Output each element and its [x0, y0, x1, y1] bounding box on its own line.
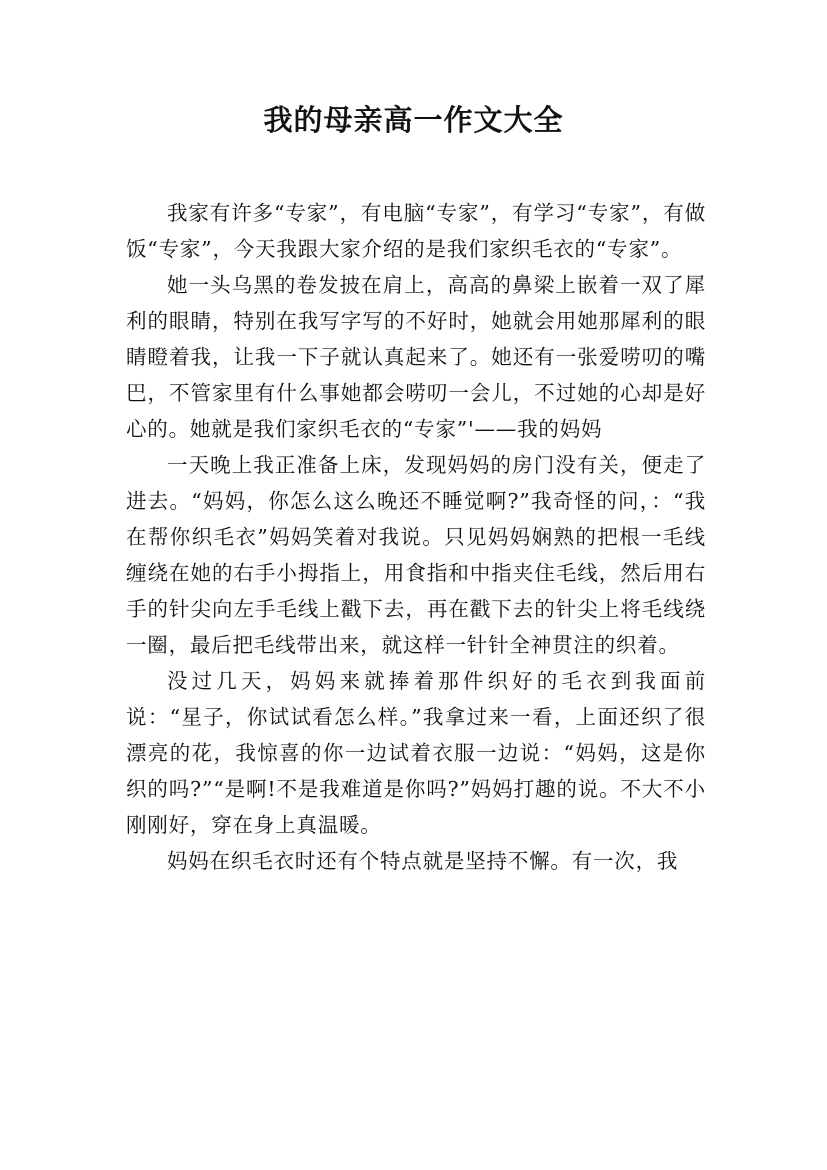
- paragraph-5: 妈妈在织毛衣时还有个特点就是坚持不懈。有一次，我: [167, 849, 679, 873]
- document-body: [126, 195, 706, 879]
- paragraph-1: 我家有许多“专家”，有电脑“专家”，有学习“专家”，有做饭“专家”，今天我跟大家介绍的是我们家织毛衣的“专家”。: [126, 201, 706, 261]
- document-title: 我的母亲高一作文大全: [263, 103, 564, 137]
- paragraph-2: 她一头乌黑的卷发披在肩上，高高的鼻梁上嵌着一双了犀利的眼睛，特别在我写字写的不好时，她就会用她那犀利的眼睛瞪着我，让我一下子就认真起来了。她还有一张爱唠叨的嘴巴，不管家里有什么事她都会唠叨一会儿，不过她的心却是好心的。她就是我们家织毛衣的“专家”'——我的妈妈: [126, 273, 706, 441]
- paragraph-3: 一天晚上我正准备上床，发现妈妈的房门没有关，便走了进去。“妈妈，你怎么这么晚还不睡觉啊?”我奇怪的问，：“我在帮你织毛衣”妈妈笑着对我说。只见妈妈娴熟的把根一毛线缠绕在她的右手小拇指上，用食指和中指夹住毛线，然后用右手的针尖向左手毛线上戳下去，再在戳下去的针尖上将毛线绕一圈，最后把毛线带出来，就这样一针针全神贯注的织着。: [126, 453, 706, 657]
- paragraph-4: 没过几天，妈妈来就捧着那件织好的毛衣到我面前说：“星子，你试试看怎么样。”我拿过来一看，上面还织了很漂亮的花，我惊喜的你一边试着衣服一边说：“妈妈，这是你织的吗?”“是啊!不是我难道是你吗?”妈妈打趣的说。不大不小刚刚好，穿在身上真温暖。: [126, 669, 706, 837]
